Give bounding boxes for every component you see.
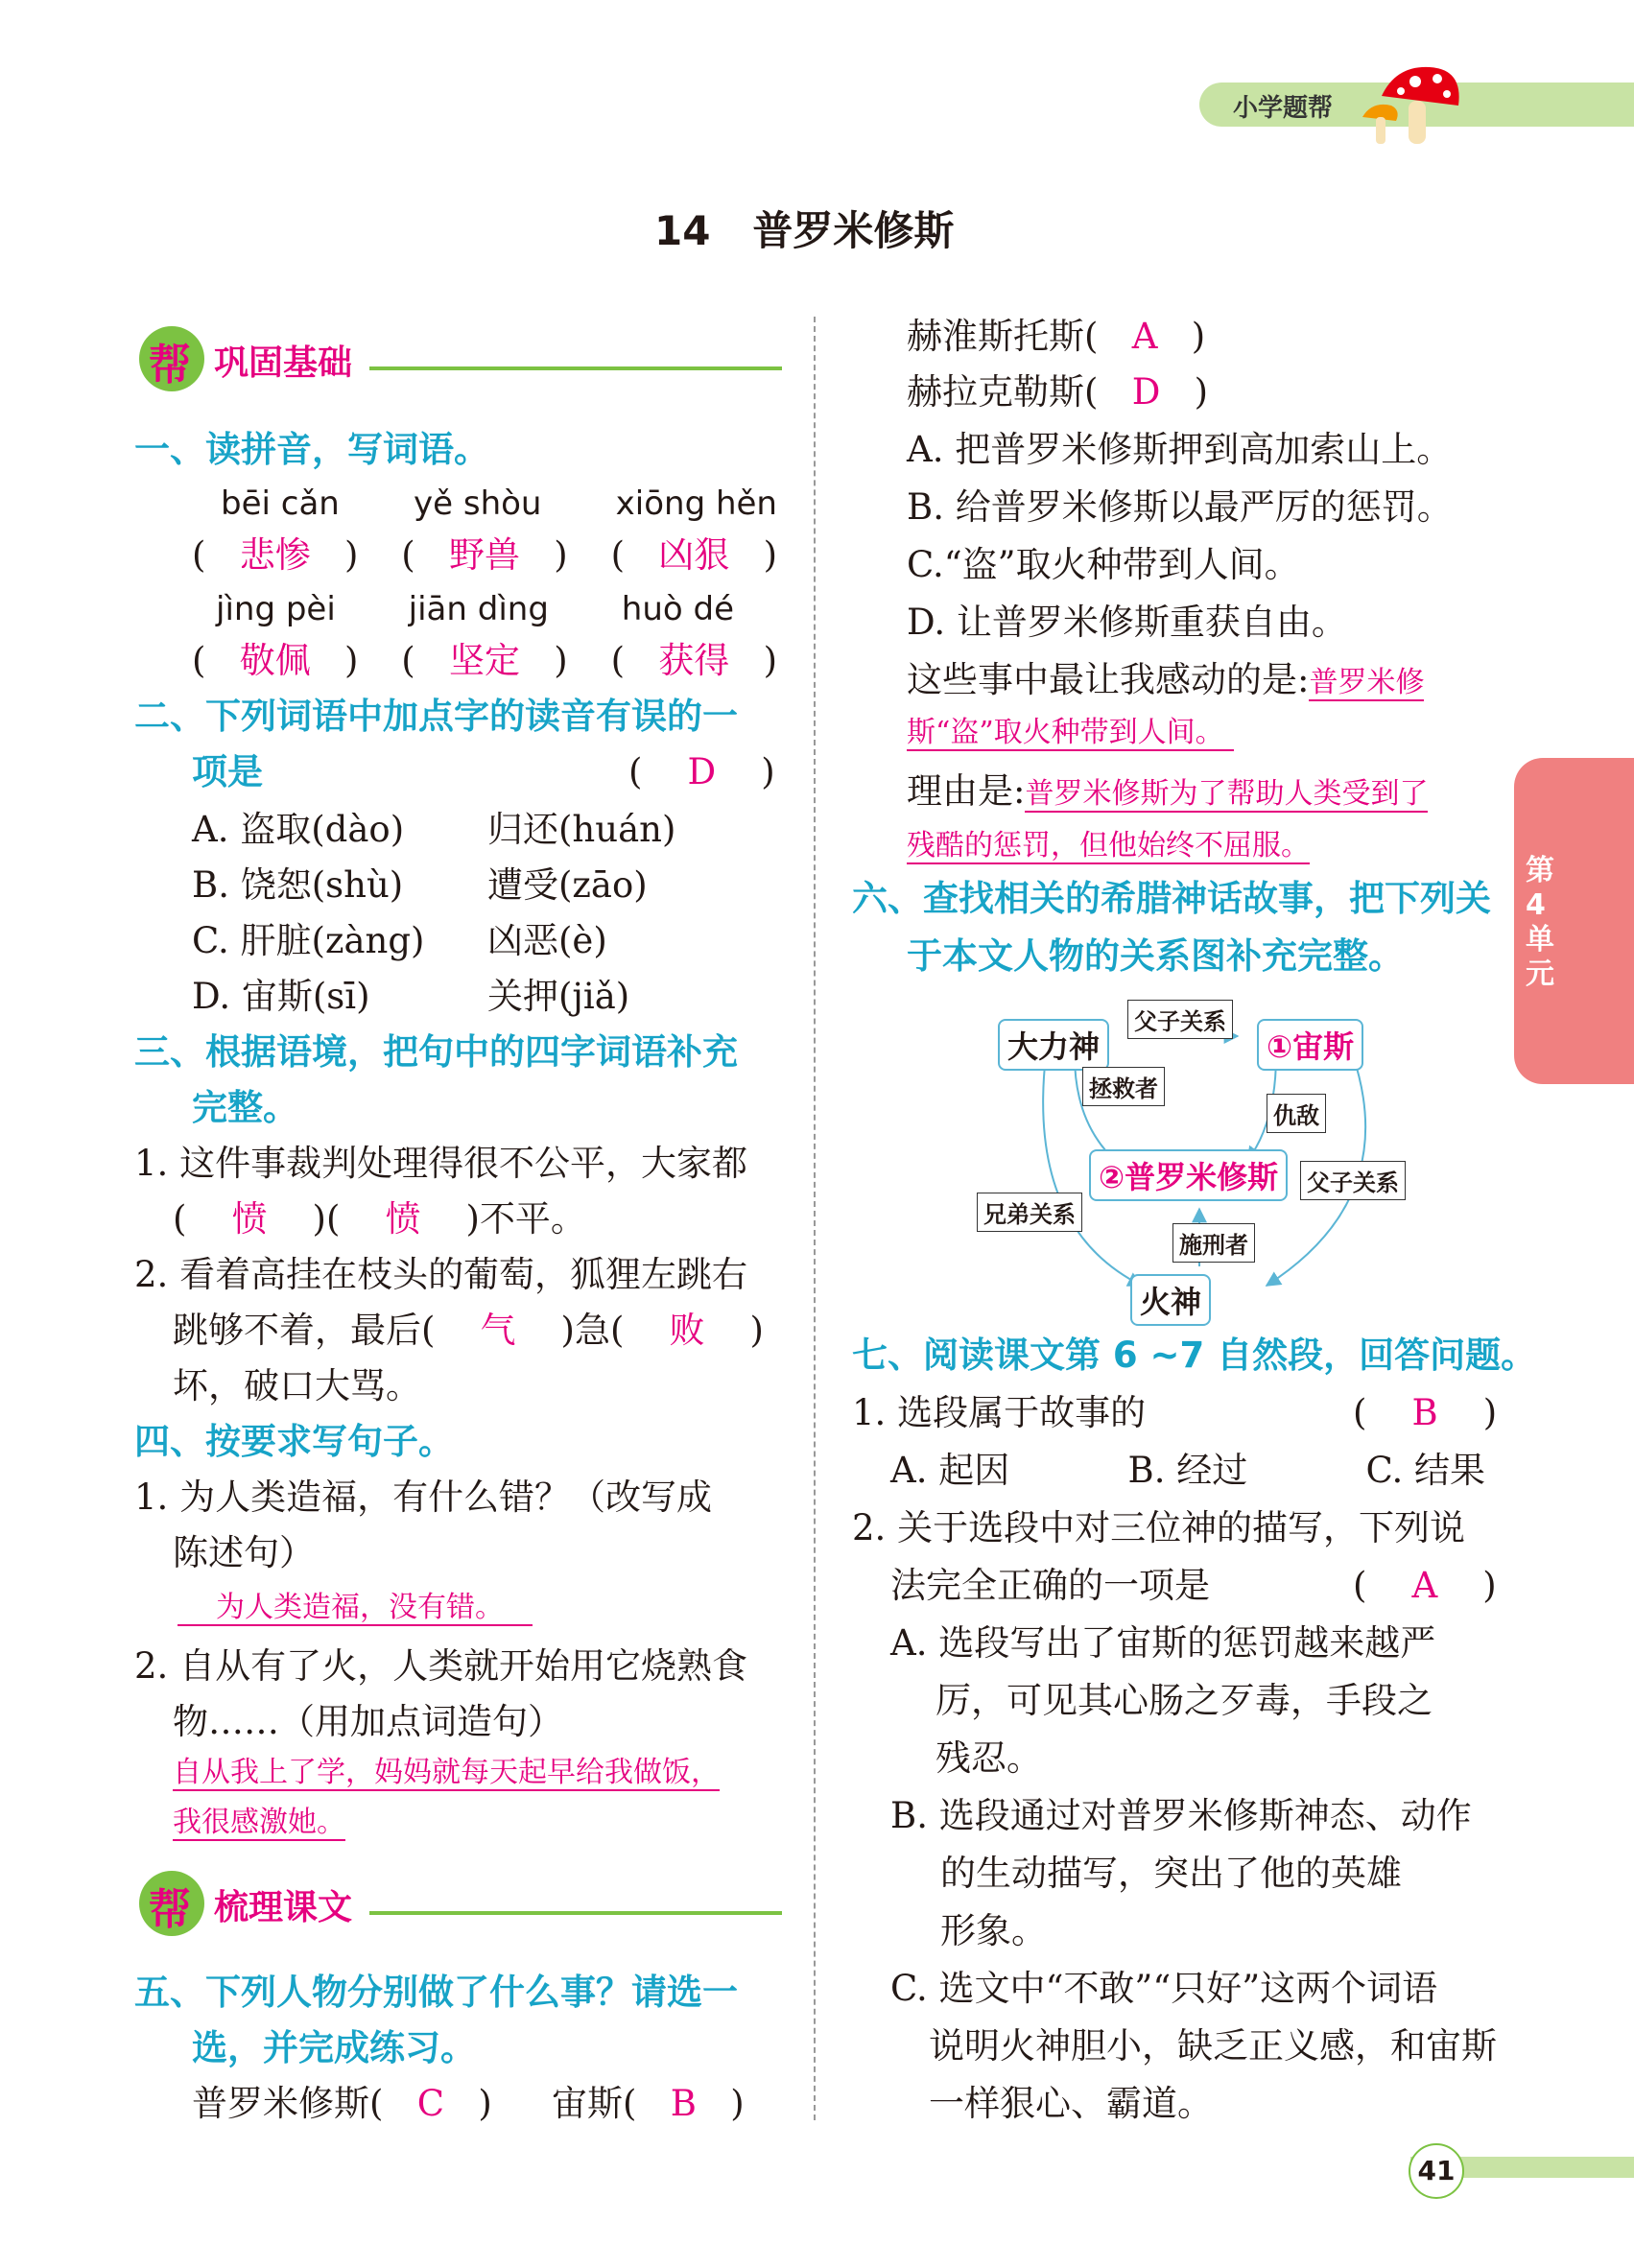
q4-item1-line1: 1. 为人类造福，有什么错？（改写成 bbox=[134, 1477, 713, 1518]
q3-item1-line1: 1. 这件事裁判处理得很不公平，大家都 bbox=[134, 1143, 748, 1184]
q7-item2-line2: 法完全正确的一项是 bbox=[890, 1565, 1210, 1606]
q7-option-c-line3: 一样狠心、霸道。 bbox=[929, 2083, 1213, 2124]
q2-option-a: A. 盗取(dào) bbox=[192, 809, 405, 850]
page-title bbox=[654, 200, 954, 257]
q7-option-b-line2: 的生动描写，突出了他的英雄 bbox=[940, 1853, 1402, 1894]
banner-rule bbox=[369, 366, 782, 370]
bang-icon: 帮 bbox=[139, 326, 204, 391]
q5-moved-line2: 斯“盗”取火种带到人间。 bbox=[907, 708, 1234, 758]
q4-item2-line1: 2. 自从有了火，人类就开始用它烧熟食 bbox=[134, 1645, 748, 1687]
relation-father-son-1: 父子关系 bbox=[1127, 1000, 1233, 1039]
node-fire: 火神 bbox=[1130, 1274, 1211, 1326]
q7-option-b-line3: 形象。 bbox=[940, 1910, 1047, 1951]
q3-item2-line1: 2. 看着高挂在枝头的葡萄，狐狸左跳右 bbox=[134, 1254, 748, 1295]
q5-moved-line1: 这些事中最让我感动的是:普罗米修 bbox=[907, 659, 1425, 700]
q7-option-c-line2: 说明火神胆小，缺乏正义感，和宙斯 bbox=[929, 2025, 1497, 2067]
q1-title: 一、读拼音，写词语。 bbox=[134, 429, 489, 470]
q3-item2-line3: 坏，破口大骂。 bbox=[173, 1365, 421, 1406]
q4-item2-answer1: 自从我上了学，妈妈就每天起早给我做饭， bbox=[173, 1756, 720, 1789]
q7-item1-options: A. 起因 B. 经过 C. 结果 bbox=[890, 1450, 1485, 1491]
brand-label: 小学题帮 bbox=[1233, 94, 1334, 123]
q7-item2-line1: 2. 关于选段中对三位神的描写，下列说 bbox=[852, 1507, 1466, 1548]
relation-brothers: 兄弟关系 bbox=[977, 1193, 1082, 1232]
q2-option-b2: 遭受(zāo) bbox=[487, 864, 648, 906]
q6-title-line1: 六、查找相关的希腊神话故事，把下列关 bbox=[852, 878, 1491, 919]
q5-option-a: A. 把普罗米修斯押到高加索山上。 bbox=[907, 429, 1453, 470]
q4-item2-answer2: 我很感激她。 bbox=[173, 1806, 345, 1839]
q2-option-b: B. 饶恕(shù) bbox=[192, 864, 404, 906]
q2-option-d2: 关押(jiǎ) bbox=[487, 976, 630, 1017]
q6-title-line2: 于本文人物的关系图补充完整。 bbox=[907, 935, 1404, 977]
node-zeus: ①宙斯 bbox=[1257, 1019, 1363, 1071]
q5-option-b: B. 给普罗米修斯以最严厉的惩罚。 bbox=[907, 486, 1453, 528]
column-divider bbox=[814, 317, 816, 2120]
q2-title-line1: 二、下列词语中加点字的读音有误的一 bbox=[134, 696, 738, 737]
node-hercules: 大力神 bbox=[998, 1019, 1109, 1071]
q2-option-c: C. 肝脏(zàng) bbox=[192, 920, 425, 961]
bang-icon: 帮 bbox=[139, 1871, 204, 1936]
banner-rule bbox=[369, 1911, 782, 1915]
q2-title-line2: 项是 bbox=[192, 751, 263, 792]
q3-title-line2: 完整。 bbox=[192, 1087, 298, 1128]
node-prometheus: ②普罗米修斯 bbox=[1089, 1149, 1288, 1201]
lesson-title: 普罗米修斯 bbox=[752, 207, 955, 254]
q7-title: 七、阅读课文第 6 ~7 自然段，回答问题。 bbox=[852, 1335, 1537, 1376]
q7-option-a-line2: 厉，可见其心肠之歹毒，手段之 bbox=[935, 1680, 1433, 1721]
relation-rescuer: 拯救者 bbox=[1082, 1067, 1165, 1106]
q2-option-d: D. 宙斯(sī) bbox=[192, 976, 370, 1017]
relation-father-son-2: 父子关系 bbox=[1300, 1161, 1406, 1200]
q7-option-b-line1: B. 选段通过对普罗米修斯神态、动作 bbox=[890, 1795, 1472, 1836]
relation-punisher: 施刑者 bbox=[1172, 1223, 1255, 1263]
q7-option-a-line1: A. 选段写出了宙斯的惩罚越来越严 bbox=[890, 1622, 1436, 1664]
q7-item2-answer: ( A ) bbox=[1353, 1565, 1497, 1606]
q5-title-line1: 五、下列人物分别做了什么事？请选一 bbox=[134, 1972, 738, 2013]
q4-item2-line2: 物……（用加点词造句） bbox=[173, 1701, 563, 1742]
q4-item1-answer: 为人类造福，没有错。 bbox=[178, 1583, 533, 1633]
section-banner-consolidate bbox=[139, 326, 782, 393]
q7-item1: 1. 选段属于故事的 bbox=[852, 1392, 1147, 1433]
q5-reason-line1: 理由是:普罗米修斯为了帮助人类受到了 bbox=[907, 770, 1429, 812]
page-number: 41 bbox=[1409, 2143, 1464, 2199]
q2-answer: ( D ) bbox=[628, 751, 775, 792]
q5-person-heracles: 赫拉克勒斯( D ) bbox=[907, 371, 1209, 413]
mushroom-icon bbox=[1362, 58, 1468, 149]
q2-option-a2: 归还(huán) bbox=[487, 809, 676, 850]
q5-person-prometheus: 普罗米修斯( C ) bbox=[192, 2083, 492, 2124]
q3-item1-line2: ( 愤 )( 愤 )不平。 bbox=[173, 1198, 586, 1240]
q3-title-line1: 三、根据语境，把句中的四字词语补充 bbox=[134, 1031, 738, 1073]
q5-title-line2: 选，并完成练习。 bbox=[192, 2027, 476, 2068]
section-banner-review bbox=[139, 1871, 782, 1938]
q5-reason-line2: 残酷的惩罚，但他始终不屈服。 bbox=[907, 829, 1310, 862]
q5-person-zeus: 宙斯( B ) bbox=[552, 2083, 745, 2124]
q1-row2-pinyin: jìng pèi jiān dìng huò dé bbox=[216, 590, 734, 628]
unit-tab-label: 第4单元 bbox=[1526, 854, 1554, 991]
q4-item1-line2: 陈述句） bbox=[173, 1532, 315, 1573]
q7-option-c-line1: C. 选文中“不敢”“只好”这两个词语 bbox=[890, 1968, 1438, 2009]
lesson-number: 14 bbox=[654, 207, 711, 254]
section-title: 梳理课文 bbox=[214, 1888, 353, 1927]
q5-option-c: C.“盗”取火种带到人间。 bbox=[907, 544, 1300, 585]
section-title: 巩固基础 bbox=[214, 343, 353, 383]
q1-row1-pinyin: bēi cǎn yě shòu xiōng hěn bbox=[221, 484, 777, 523]
q1-row1-answers: ( 悲惨 ) ( 野兽 ) ( 凶狠 ) bbox=[192, 534, 777, 576]
q7-item1-answer: ( B ) bbox=[1353, 1392, 1498, 1433]
q5-person-hephaestus: 赫淮斯托斯( A ) bbox=[907, 316, 1206, 357]
q5-option-d: D. 让普罗米修斯重获自由。 bbox=[907, 602, 1347, 643]
q3-item2-line2: 跳够不着，最后( 气 )急( 败 ) bbox=[173, 1310, 764, 1351]
q4-title: 四、按要求写句子。 bbox=[134, 1421, 454, 1462]
q2-option-c2: 凶恶(è) bbox=[487, 920, 607, 961]
relation-enemy: 仇敌 bbox=[1267, 1094, 1326, 1133]
q7-option-a-line3: 残忍。 bbox=[935, 1737, 1042, 1779]
q1-row2-answers: ( 敬佩 ) ( 坚定 ) ( 获得 ) bbox=[192, 640, 777, 681]
